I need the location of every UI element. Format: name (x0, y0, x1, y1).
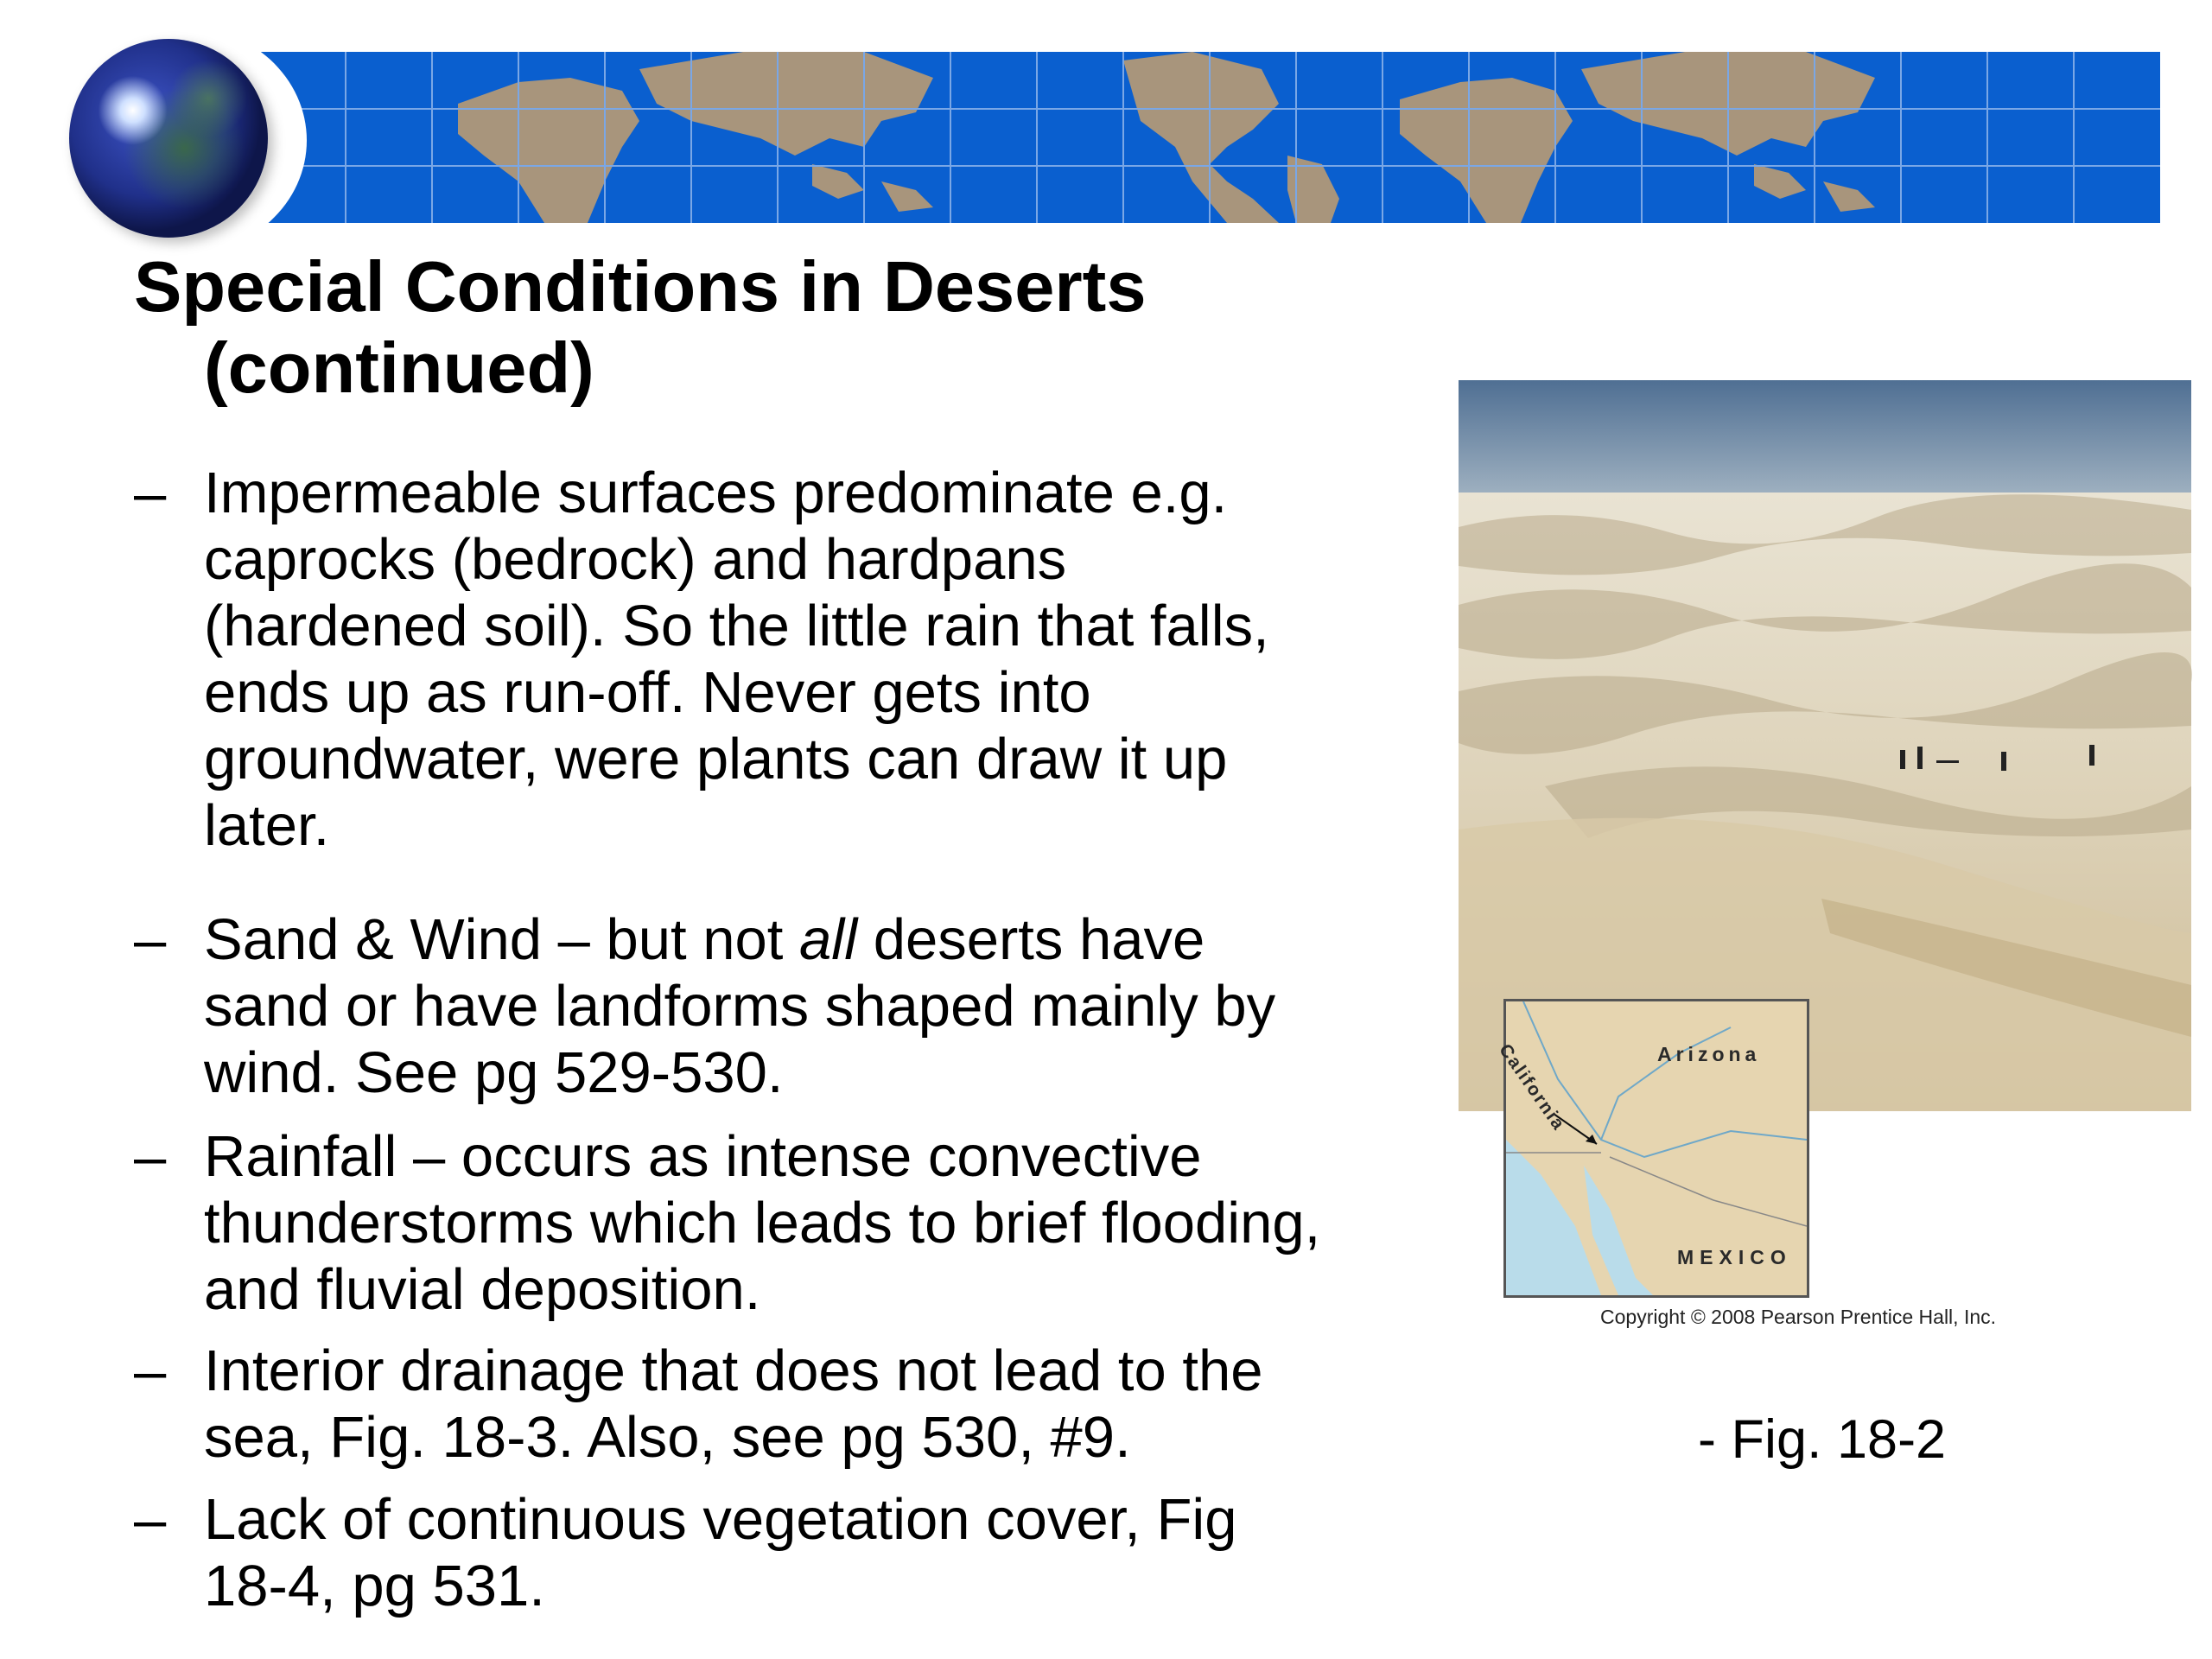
inset-location-map (1495, 999, 1809, 1298)
bullet-line: Lack of continuous vegetation cover, Fig (204, 1487, 1237, 1552)
bullet-interior-drainage (134, 1338, 1430, 1471)
bullet-text (134, 460, 1430, 859)
map-label-arizona: Arizona (1657, 1043, 1761, 1065)
bullet-text (134, 906, 1430, 1106)
bullet-text (134, 1123, 1430, 1323)
bullet-line: Interior drainage that does not lead to the (204, 1338, 1263, 1403)
bullet-line: ends up as run-off. Never gets into (204, 660, 1091, 725)
bullet-vegetation-cover (134, 1486, 1430, 1619)
bullet-dash: – (134, 907, 167, 972)
bullet-line: later. (204, 793, 330, 858)
image-copyright: Copyright © 2008 Pearson Prentice Hall, Inc. (1600, 1306, 1997, 1328)
bullet-line: thunderstorms which leads to brief flooding, (204, 1191, 1321, 1255)
world-map-graphic (259, 52, 2160, 223)
bullet-line: (hardened soil). So the little rain that falls, (204, 594, 1269, 658)
bullet-text-italic: all (799, 907, 858, 972)
bullet-line: sea, Fig. 18-3. Also, see pg 530, #9. (204, 1405, 1131, 1470)
bullet-dash: – (134, 1338, 167, 1403)
bullet-dash: – (134, 1124, 167, 1189)
bullet-line: and fluvial deposition. (204, 1257, 761, 1322)
map-label-mexico: MEXICO (1677, 1246, 1792, 1268)
bullet-line: sand or have landforms shaped mainly by (204, 974, 1276, 1039)
slide-title (134, 246, 1344, 409)
bullet-line: 18-4, pg 531. (204, 1554, 545, 1618)
bullet-line: caprocks (bedrock) and hardpans (204, 527, 1067, 592)
map-label-california: California (1495, 1040, 1570, 1135)
slide-title-line-1: Special Conditions in Deserts (134, 246, 1147, 327)
bullet-line: Impermeable surfaces predominate e.g. (204, 461, 1228, 525)
bullet-rainfall (134, 1123, 1430, 1323)
bullet-text (134, 1486, 1430, 1619)
bullet-sand-and-wind (134, 906, 1430, 1106)
figure-caption: - Fig. 18-2 (1698, 1409, 1947, 1470)
bullet-text-post: deserts have (857, 907, 1205, 972)
globe-icon (69, 39, 268, 238)
world-map-banner (259, 52, 2160, 223)
bullet-text (134, 1338, 1430, 1471)
bullet-impermeable-surfaces (134, 460, 1430, 859)
bullet-dash: – (134, 1487, 167, 1552)
slide-title-line-2: (continued) (204, 327, 594, 408)
bullet-line: groundwater, were plants can draw it up (204, 727, 1228, 791)
bullet-line: Rainfall – occurs as intense convective (204, 1124, 1202, 1189)
bullet-text-pre: Sand & Wind – but not (204, 907, 800, 972)
bullet-dash: – (134, 461, 167, 525)
bullet-line: wind. See pg 529-530. (204, 1040, 784, 1105)
